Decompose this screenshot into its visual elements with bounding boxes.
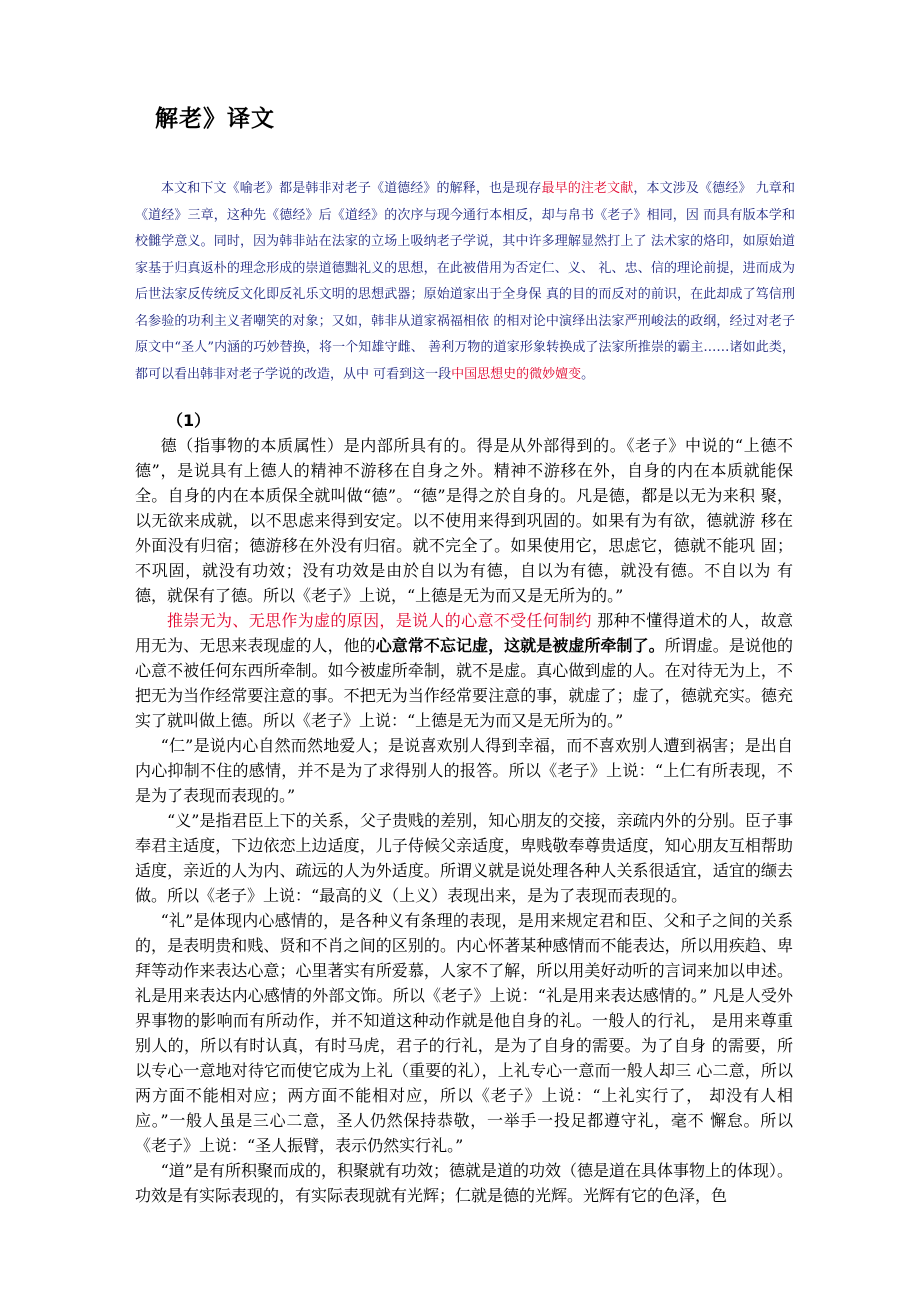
intro-text-1: 本文和下文《喻老》都是韩非对老子《道德经》的解释，也是现存	[161, 181, 542, 196]
paragraph-ren: “仁”是说内心自然而然地爱人；是说喜欢别人得到幸福，而不喜欢别人遭到祸害；是出自内心抑制不住的感情，并不是为了求得别人的报答。所以《老子》上说：“上仁有所表现，不是为了表现而表现的。”	[135, 736, 793, 805]
paragraph-xu-text-b: 所谓虚。是说他的心意不被任何东西所牵制。如今被虚所牵制，就不是虚。真心做到虚的人。在对待无为上，不把无为当作经常要注意的事。不把无为当作经常要注意的事，就虚了；虚了，德就充实。德充实了就叫做上德。所以《老子》上说：“上德是无为而又是无所为的。”	[135, 636, 793, 730]
paragraph-yi: “义”是指君臣上下的关系，父子贵贱的差别，知心朋友的交接，亲疏内外的分别。臣子事奉君主适度，下边依恋上边适度，儿子侍候父亲适度，卑贱敬奉尊贵适度，知心朋友互相帮助适度，亲近的人为内、疏远的人为外适度。所谓义就是说处理各种人关系很适宜，适宜的缬去做。所以《老子》上说：“最高的义（上义）表现出来，是为了表现而表现的。	[135, 811, 793, 905]
paragraph-li: “礼”是体现内心感情的，是各种义有条理的表现，是用来规定君和臣、父和子之间的关系的，是表明贵和贱、贤和不肖之间的区别的。内心怀著某种感情而不能表达，所以用疾趋、卑拜等动作来表达心意；心里著实有所爱慕，人家不了解，所以用美好动听的言词来加以申述。礼是用来表达内心感情的外部文饰。所以《老子》上说：“礼是用来表达感情的。” 凡是人受外界事物的影响而有所动作，并不知道这种动作就是他自身的礼。一般人的行礼， 是用来尊重别人的，所以有时认真，有时马虎，君子的行礼，是为了自身的需要。为了自身 的需要，所以专心一意地对待它而使它成为上礼（重要的礼），上礼专心一意而一般人却三 心二意，所以两方面不能相对应；两方面不能相对应，所以《老子》上说：“上礼实行了， 却没有人相应。”一般人虽是三心二意，圣人仍然保持恭敬，一举手一投足都遵守礼，毫不 懈怠。所以《老子》上说：“圣人振臂，表示仍然实行礼。”	[135, 911, 793, 1155]
paragraph-xu	[135, 608, 793, 733]
intro-paragraph	[135, 176, 795, 388]
intro-text-2: ，本文涉及《德经》 九章和《道经》三章，这种先《德经》后《道经》的次序与现今通行本相反，却与帛书《老子》相同，因 而具有版本学和校雠学意义。同时，因为韩非站在法家的立场上吸纳老子学说，其中许多理解显然打上了 法术家的烙印，如原始道家基于归真返朴的理念形成的崇道德黜礼义的思想，在此被借用为否定仁、义、 礼、忠、信的理论前提，进而成为后世法家反传统反文化即反礼乐文明的思想武器；原始道家出于全身保 真的目的而反对的前识，在此却成了笃信刑名参验的功利主义者嘲笑的对象；又如，韩非从道家祸福相依 的相对论中演绎出法家严刑峻法的政纲，经过对老子原文中“圣人”内涵的巧妙替换，将一个知雄守雌、 善利万物的道家形象转换成了法家所推崇的霸主……诸如此类，都可以看出韩非对老子学说的改造，从中 可看到这一段	[135, 181, 795, 382]
intro-text-3: 。	[581, 366, 595, 382]
paragraph-de: 德（指事物的本质属性）是内部所具有的。得是从外部得到的。《老子》中说的“上德不德”，是说具有上德人的精神不游移在自身之外。精神不游移在外，自身的内在本质就能保全。自身的内在本质保全就叫做“德”。“德”是得之於自身的。凡是德，都是以无为来积 聚，以无欲来成就，以不思虑来得到安定。以不使用来得到巩固的。如果有为有欲，德就游 移在外面没有归宿；德游移在外没有归宿。就不完全了。如果使用它，思虑它，德就不能巩 固；不巩固，就没有功效；没有功效是由於自以为有德，自以为有德，就没有德。不自以为 有德，就保有了德。所以《老子》上说，“上德是无为而又是无所为的。”	[135, 436, 793, 605]
page-title: 解老》译文	[155, 106, 275, 132]
translation-body	[135, 408, 793, 1208]
paragraph-xu-text-a: 那种不懂得道术的人，故意用无为、无思来表现虚的人，他的	[135, 611, 793, 655]
paragraph-dao: “道”是有所积聚而成的，积聚就有功效；德就是道的功效（德是道在具体事物上的体现）。功效是有实际表现的，有实际表现就有光辉；仁就是德的光辉。光辉有它的色泽，色	[135, 1161, 793, 1205]
highlight-text: 推崇无为、无思作为虚的原因，是说人的心意不受任何制约	[167, 611, 592, 630]
intro-highlight-2: 中国思想史的微妙嬗变	[451, 366, 582, 382]
bold-text: 心意常不忘记虚，这就是被虚所牵制了。	[375, 636, 665, 655]
intro-highlight-1: 最早的注老文献	[541, 181, 634, 196]
section-number: （1）	[167, 411, 211, 430]
